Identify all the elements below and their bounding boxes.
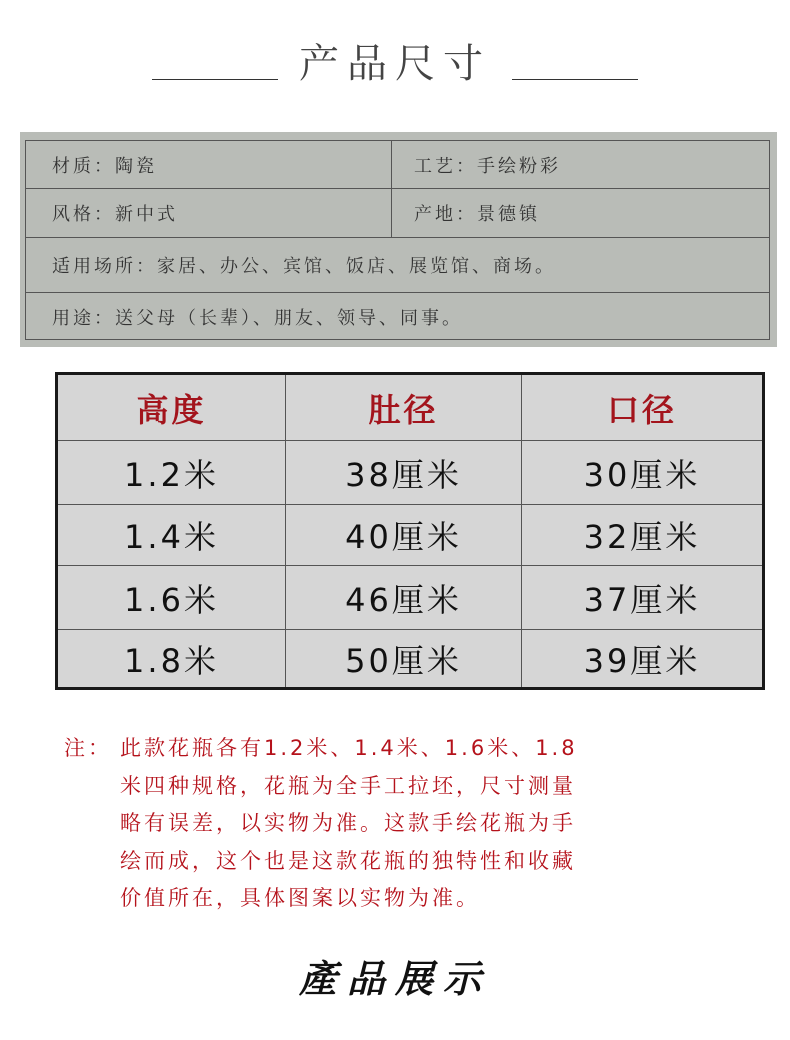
note-line: 略有误差，以实物为准。这款手绘花瓶为手 — [120, 811, 576, 835]
header-mouth-diameter: 口径 — [606, 390, 677, 429]
info-row — [26, 238, 769, 293]
size-table-header — [58, 375, 762, 441]
table-row — [58, 505, 762, 566]
header-height: 高度 — [58, 375, 286, 440]
cell-height: 1.8米 — [58, 630, 286, 687]
cell-height: 1.4米 — [58, 505, 286, 565]
product-showcase-title: 產品展示 — [298, 956, 491, 1001]
page-title: 产品尺寸 — [299, 41, 491, 87]
cell-height: 1.2米 — [58, 441, 286, 504]
table-row — [58, 630, 762, 687]
cell-belly-diameter: 50厘米 — [286, 630, 522, 687]
info-row — [26, 141, 769, 189]
note-prefix: 注： — [64, 736, 112, 760]
header-belly-diameter: 肚径 — [286, 375, 522, 440]
info-purpose: 用途：送父母（长辈）、朋友、领导、同事。 — [52, 308, 463, 329]
cell-belly-diameter: 38厘米 — [286, 441, 522, 504]
size-table — [55, 372, 765, 690]
cell-mouth-diameter: 39厘米 — [583, 641, 701, 680]
size-note — [64, 730, 704, 918]
cell-mouth-diameter: 32厘米 — [583, 518, 701, 556]
info-usage-places: 适用场所：家居、办公、宾馆、饭店、展览馆、商场。 — [52, 256, 556, 277]
table-row — [58, 441, 762, 505]
note-line: 绘而成，这个也是这款花瓶的独特性和收藏 — [120, 848, 576, 873]
product-info-grid — [25, 140, 770, 340]
page-title-block — [0, 22, 790, 92]
info-origin: 产地：景德镇 — [414, 204, 540, 225]
info-style: 风格：新中式 — [26, 189, 392, 237]
note-line: 价值所在，具体图案以实物为准。 — [120, 886, 480, 910]
note-text: 此款花瓶各有1.2米、1.4米、1.6米、1.8 — [120, 736, 578, 760]
cell-belly-diameter: 40厘米 — [286, 505, 522, 565]
info-craft: 工艺：手绘粉彩 — [414, 155, 561, 177]
cell-mouth-diameter: 30厘米 — [583, 455, 701, 494]
cell-belly-diameter: 46厘米 — [286, 566, 522, 629]
table-row — [58, 566, 762, 630]
info-material: 材质：陶瓷 — [26, 141, 392, 188]
cell-height: 1.6米 — [58, 566, 286, 629]
title-divider-right — [512, 79, 638, 80]
note-line: 米四种规格，花瓶为全手工拉坯，尺寸测量 — [120, 773, 576, 798]
note-line — [64, 730, 704, 768]
info-row — [26, 293, 769, 341]
product-info-panel — [20, 132, 777, 347]
info-row — [26, 189, 769, 238]
cell-mouth-diameter: 37厘米 — [583, 580, 701, 619]
